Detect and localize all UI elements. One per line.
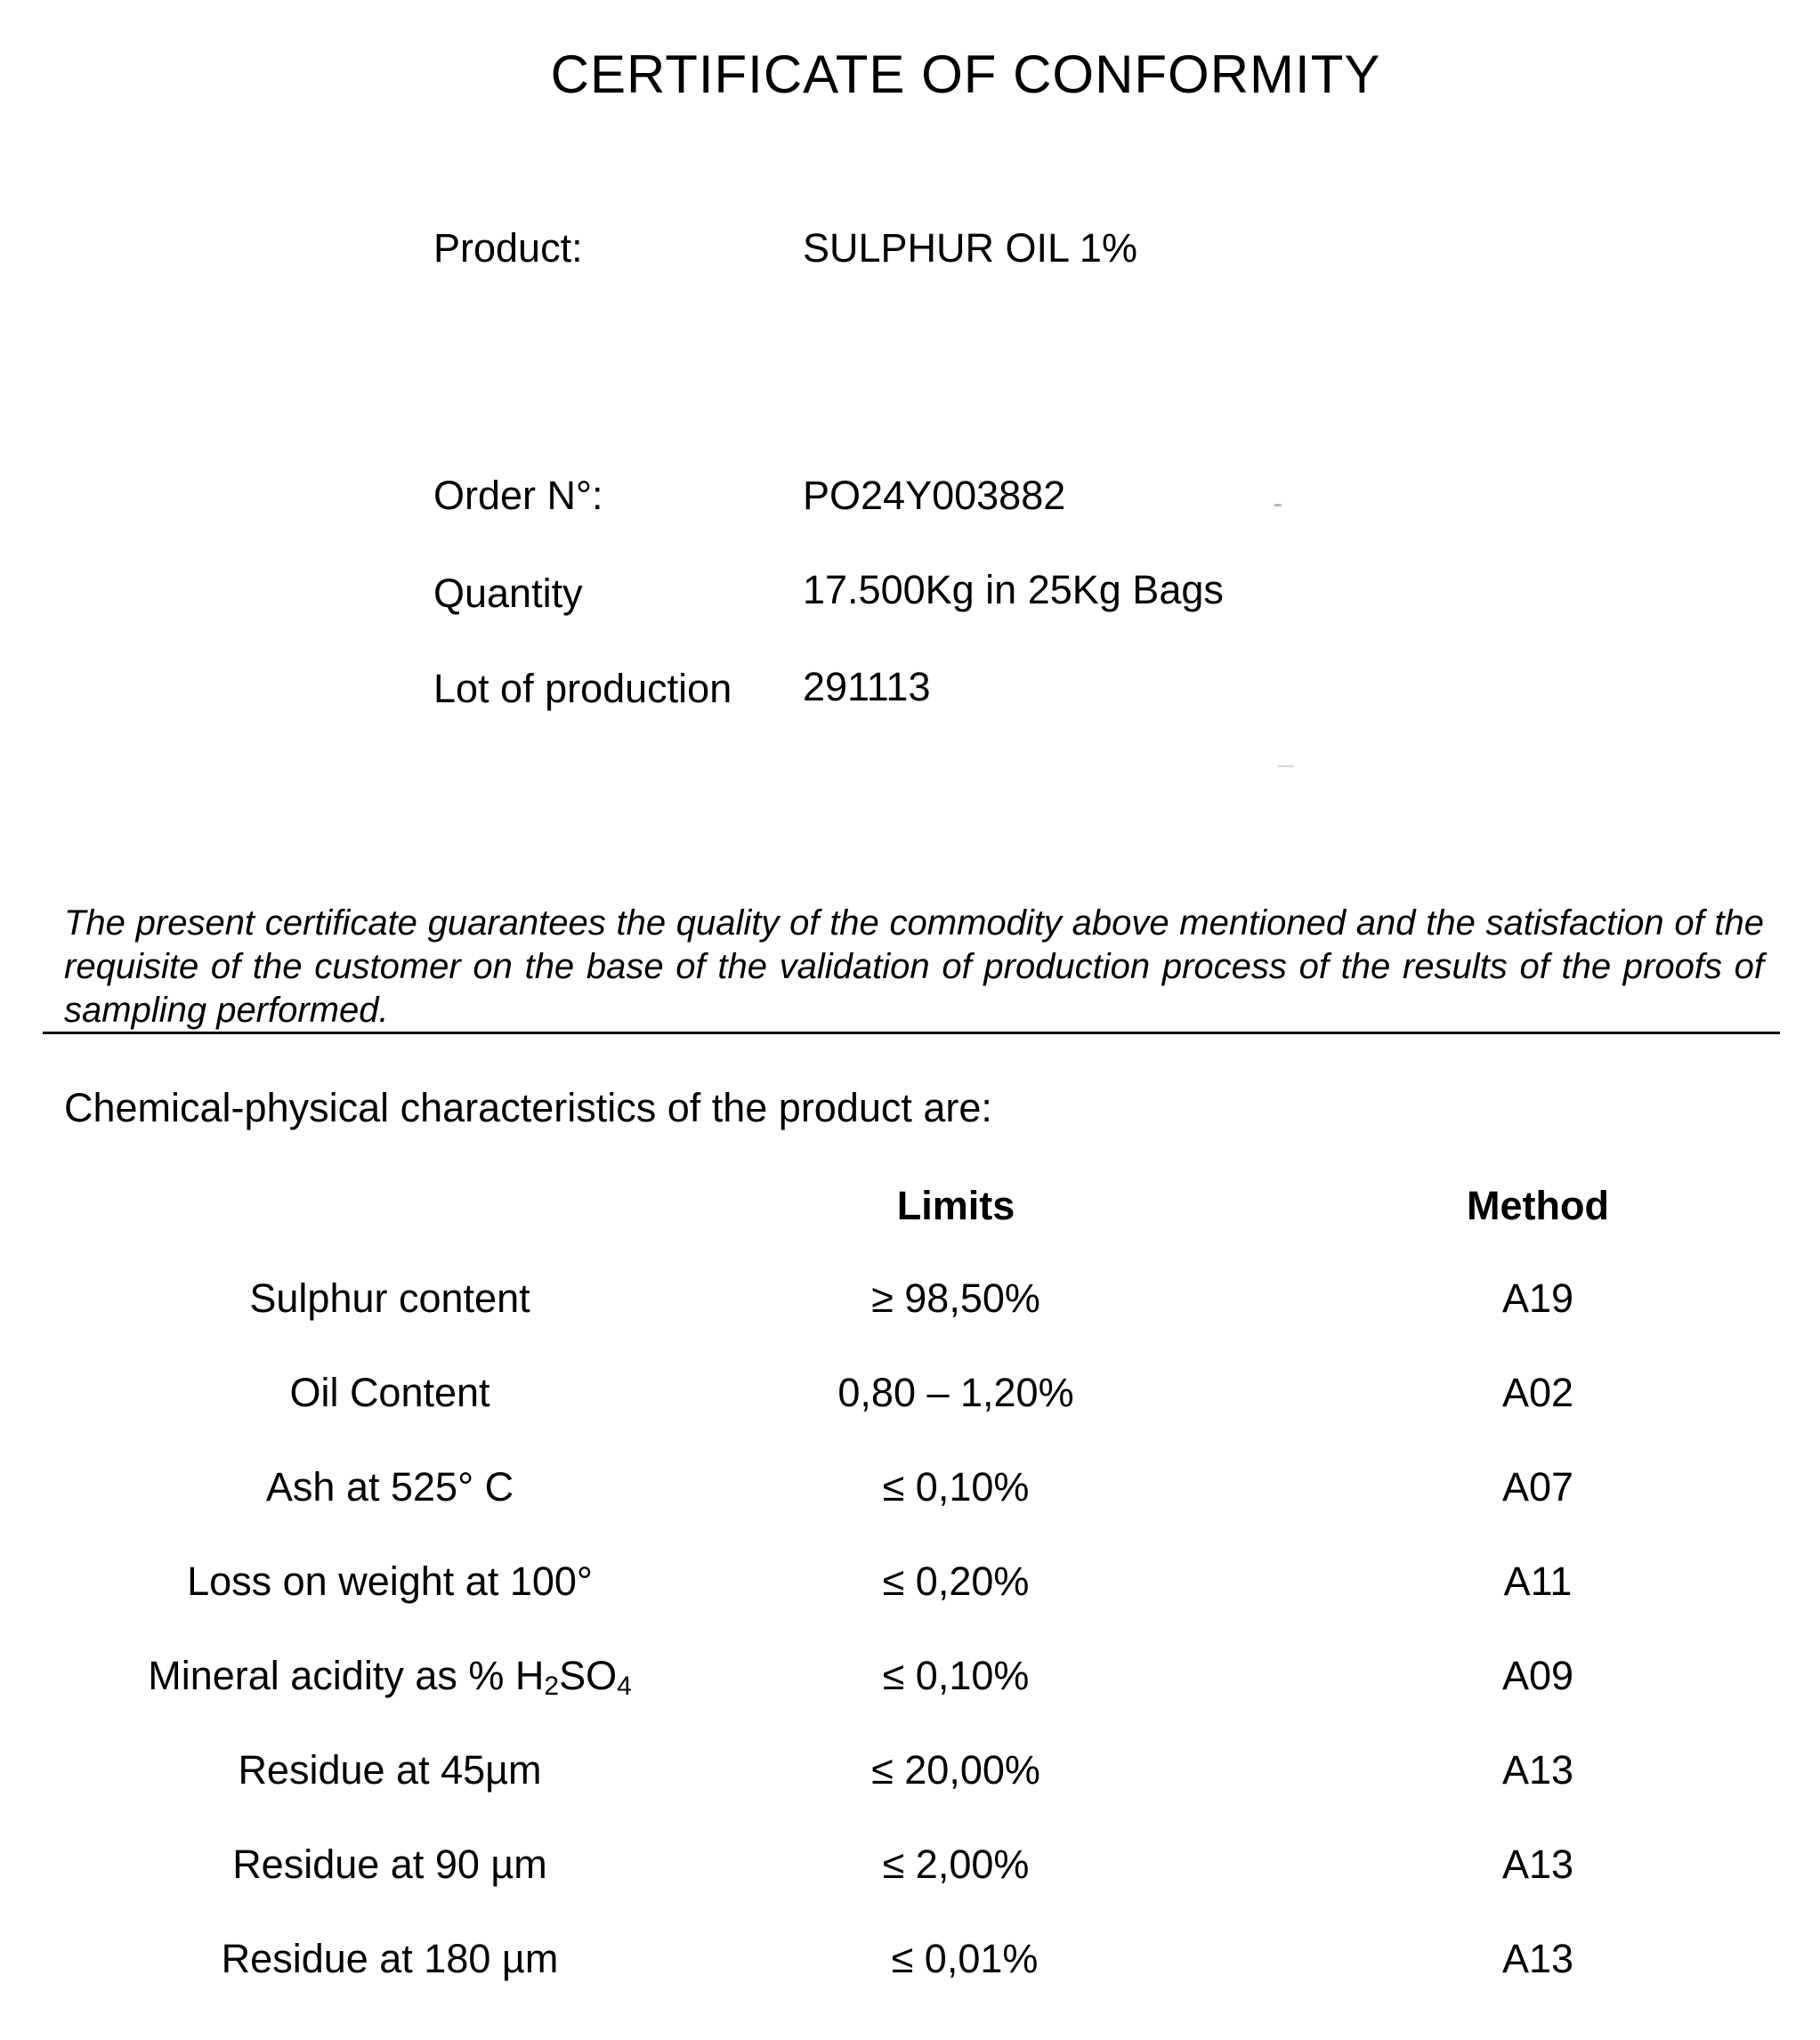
table-row [0,1841,1820,1889]
property-cell: Residue at 180 µm [221,1936,559,1981]
property-cell: Loss on weight at 100° [187,1558,593,1604]
method-cell: A11 [1503,1558,1573,1604]
method-header: Method [1467,1183,1609,1228]
limit-cell: ≤ 0,20% [882,1558,1030,1604]
product-label: Product: [433,225,583,271]
limit-cell: ≥ 98,50% [871,1275,1040,1321]
scan-speck [1274,504,1282,506]
method-cell: A13 [1501,1842,1574,1887]
characteristics-intro: Chemical-physical characteristics of the product are: [64,1085,992,1130]
limit-cell: ≤ 0,10% [882,1464,1030,1510]
limit-cell: ≤ 2,00% [882,1842,1030,1887]
limits-header: Limits [896,1183,1015,1228]
method-cell: A02 [1501,1370,1574,1415]
table-row [0,1463,1820,1511]
lot-value: 291113 [803,664,931,709]
property-text: SO [559,1653,618,1698]
subscript: 4 [617,1672,632,1701]
quantity-value: 17.500Kg in 25Kg Bags [803,567,1224,612]
divider [43,1032,1780,1034]
quantity-label: Quantity [433,571,583,616]
subscript: 2 [544,1672,560,1701]
order-value: PO24Y003882 [803,473,1066,518]
property-cell [78,1652,701,1711]
method-cell: A09 [1501,1653,1574,1698]
property-cell: Residue at 90 µm [232,1842,547,1887]
table-row [0,1558,1820,1606]
table-row [0,1935,1820,1983]
table-row [0,1746,1820,1794]
scan-speck [1278,765,1294,767]
product-value: SULPHUR OIL 1% [803,225,1137,271]
order-label: Order N°: [433,473,603,518]
property-cell: Residue at 45µm [238,1747,542,1793]
property-cell: Oil Content [289,1370,490,1415]
table-row [0,1369,1820,1417]
method-cell: A19 [1501,1275,1574,1321]
limit-cell: ≤ 0,10% [882,1653,1030,1698]
method-cell: A13 [1501,1747,1574,1793]
lot-label: Lot of production [433,666,732,711]
property-text: Mineral acidity as % H [148,1653,545,1698]
method-cell: A07 [1501,1464,1574,1510]
property-cell: Sulphur content [249,1275,530,1321]
limit-cell: ≤ 20,00% [871,1747,1040,1793]
limit-cell: 0,80 – 1,20% [837,1370,1074,1415]
certificate-statement: The present certificate guarantees the quality of the commodity above mentioned and the satisfaction of the requisite of the customer on the base of the validation of production process of the results of the proofs of sampling performed. [64,903,1764,1030]
table-row [0,1652,1820,1700]
method-cell: A13 [1501,1936,1574,1981]
table-row [0,1275,1820,1323]
limit-cell: ≤ 0,01% [891,1936,1039,1981]
property-cell: Ash at 525° C [265,1464,514,1510]
certificate-title: CERTIFICATE OF CONFORMITY [550,45,1381,104]
